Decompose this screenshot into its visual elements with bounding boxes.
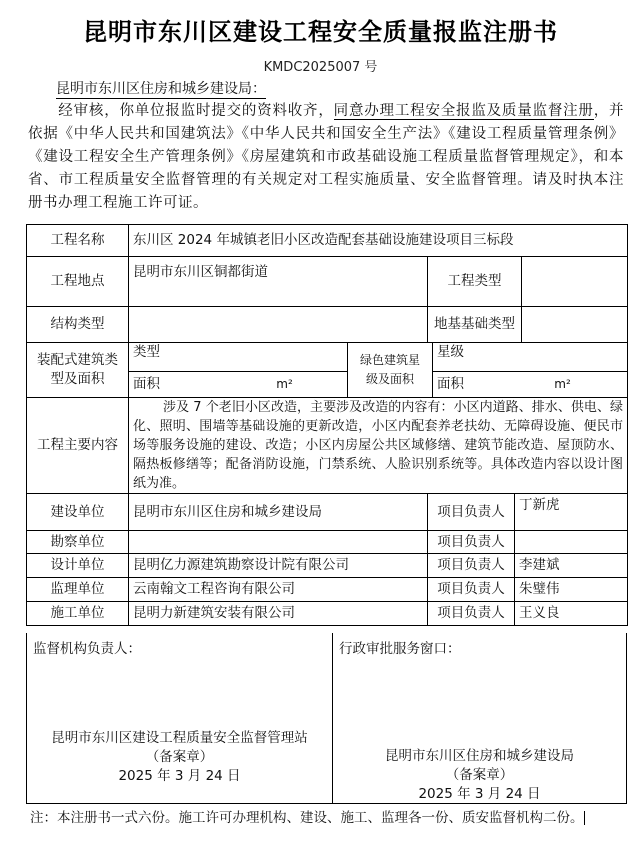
- document-number: KMDC2025007 号: [263, 60, 378, 75]
- value-construction-lead: 王义良: [515, 602, 628, 626]
- label-owner-unit: 建设单位: [27, 494, 129, 531]
- label-survey-lead: 项目负责人: [428, 531, 515, 554]
- footnote: [30, 806, 630, 826]
- value-foundation-type: [522, 307, 628, 343]
- value-structure-type: [129, 307, 428, 343]
- right-seal-stamp: （备案章）: [445, 767, 514, 783]
- value-survey-unit: [129, 531, 428, 554]
- approval-section: [26, 633, 627, 804]
- green-star-label: 星级: [437, 344, 464, 360]
- prefab-type-label: 类型: [133, 344, 160, 360]
- label-project-type: 工程类型: [428, 257, 522, 307]
- intro-part1: 经审核，你单位报监时提交的资料收齐，: [58, 103, 334, 119]
- prefab-area-unit: m²: [276, 377, 293, 391]
- value-construction-unit: 昆明力新建筑安装有限公司: [129, 602, 428, 626]
- intro-paragraph: [28, 100, 624, 215]
- value-supervision-unit: 云南翰文工程咨询有限公司: [129, 578, 428, 602]
- left-seal-block: [27, 729, 332, 786]
- value-design-lead: 李建斌: [515, 554, 628, 578]
- label-design-unit: 设计单位: [27, 554, 129, 578]
- left-seal-stamp: （备案章）: [145, 749, 214, 765]
- intro-part3: ，并依据《中华人民共和国建筑法》《中华人民共和国安全生产法》《建设工程质量管理条例》《建设工程安全生产管理条例》《房屋建筑和市政基础设施工程质量监督管理规定》，和本省、市工程质量安全监督管理的有关规定对工程实施质量、安全监督管理。请及时执本注册书办理工程施工许可证。: [28, 103, 625, 211]
- value-project-type: [522, 257, 628, 307]
- label-green-building: 绿色建筑星级及面积: [348, 343, 433, 398]
- label-supervision-unit: 监理单位: [27, 578, 129, 602]
- label-survey-unit: 勘察单位: [27, 531, 129, 554]
- label-project-location: 工程地点: [27, 257, 129, 307]
- prefab-area-label: 面积: [133, 376, 160, 392]
- green-area-unit: m²: [554, 377, 571, 391]
- green-star-cell: [433, 343, 628, 372]
- intro-part2: 同意办理工程安全报监及质量监督注册: [333, 103, 594, 119]
- label-foundation-type: 地基基础类型: [428, 307, 522, 343]
- value-main-content: [129, 398, 628, 494]
- label-structure-type: 结构类型: [27, 307, 129, 343]
- prefab-type-cell: [129, 343, 348, 372]
- label-design-lead: 项目负责人: [428, 554, 515, 578]
- label-owner-lead: 项目负责人: [428, 494, 515, 531]
- value-project-location: 昆明市东川区铜都街道: [129, 257, 428, 307]
- prefab-area-cell: [129, 372, 348, 398]
- left-seal-date: 2025 年 3 月 24 日: [118, 768, 241, 784]
- supervisor-lead-label: 监督机构负责人：: [33, 641, 141, 657]
- text-cursor: [584, 811, 585, 825]
- right-seal-block: [332, 747, 627, 804]
- green-area-cell: [433, 372, 628, 398]
- value-supervision-lead: 朱璧伟: [515, 578, 628, 602]
- document-title: 昆明市东川区建设工程安全质量报监注册书: [83, 18, 558, 46]
- right-seal-org: 昆明市东川区住房和城乡建设局: [385, 748, 574, 764]
- green-area-label: 面积: [437, 376, 464, 392]
- label-main-content: 工程主要内容: [27, 398, 129, 494]
- label-construction-unit: 施工单位: [27, 602, 129, 626]
- footnote-text: 注：本注册书一式六份。施工许可办理机构、建设、施工、监理各一份、质安监督机构二份。: [30, 810, 584, 826]
- addressee: 昆明市东川区住房和城乡建设局：: [56, 81, 266, 97]
- label-prefab: 装配式建筑类型及面积: [27, 343, 129, 398]
- value-owner-unit: 昆明市东川区住房和城乡建设局: [129, 494, 428, 531]
- label-project-name: 工程名称: [27, 225, 129, 257]
- registration-table: [26, 224, 628, 626]
- value-design-unit: 昆明亿力源建筑勘察设计院有限公司: [129, 554, 428, 578]
- admin-window-label: 行政审批服务窗口：: [339, 641, 461, 657]
- right-seal-date: 2025 年 3 月 24 日: [418, 786, 541, 802]
- left-seal-org: 昆明市东川区建设工程质量安全监督管理站: [51, 730, 308, 746]
- value-project-name: 东川区 2024 年城镇老旧小区改造配套基础设施建设项目三标段: [129, 225, 628, 257]
- main-content-text: 涉及 7 个老旧小区改造，主要涉及改造的内容有：小区内道路、排水、供电、绿化、照明、围墙等基础设施的更新改造，小区内配套养老扶幼、无障碍设施、便民市场等服务设施的建设、改造；小区内房屋公共区域修缮、建筑节能改造、屋顶防水、隔热板修缮等；配备消防设施，门禁系统、人脸识别系统等。具体改造内容以设计图纸为准。: [133, 400, 623, 491]
- value-owner-lead: 丁新虎: [515, 494, 628, 531]
- label-construction-lead: 项目负责人: [428, 602, 515, 626]
- value-survey-lead: [515, 531, 628, 554]
- label-supervision-lead: 项目负责人: [428, 578, 515, 602]
